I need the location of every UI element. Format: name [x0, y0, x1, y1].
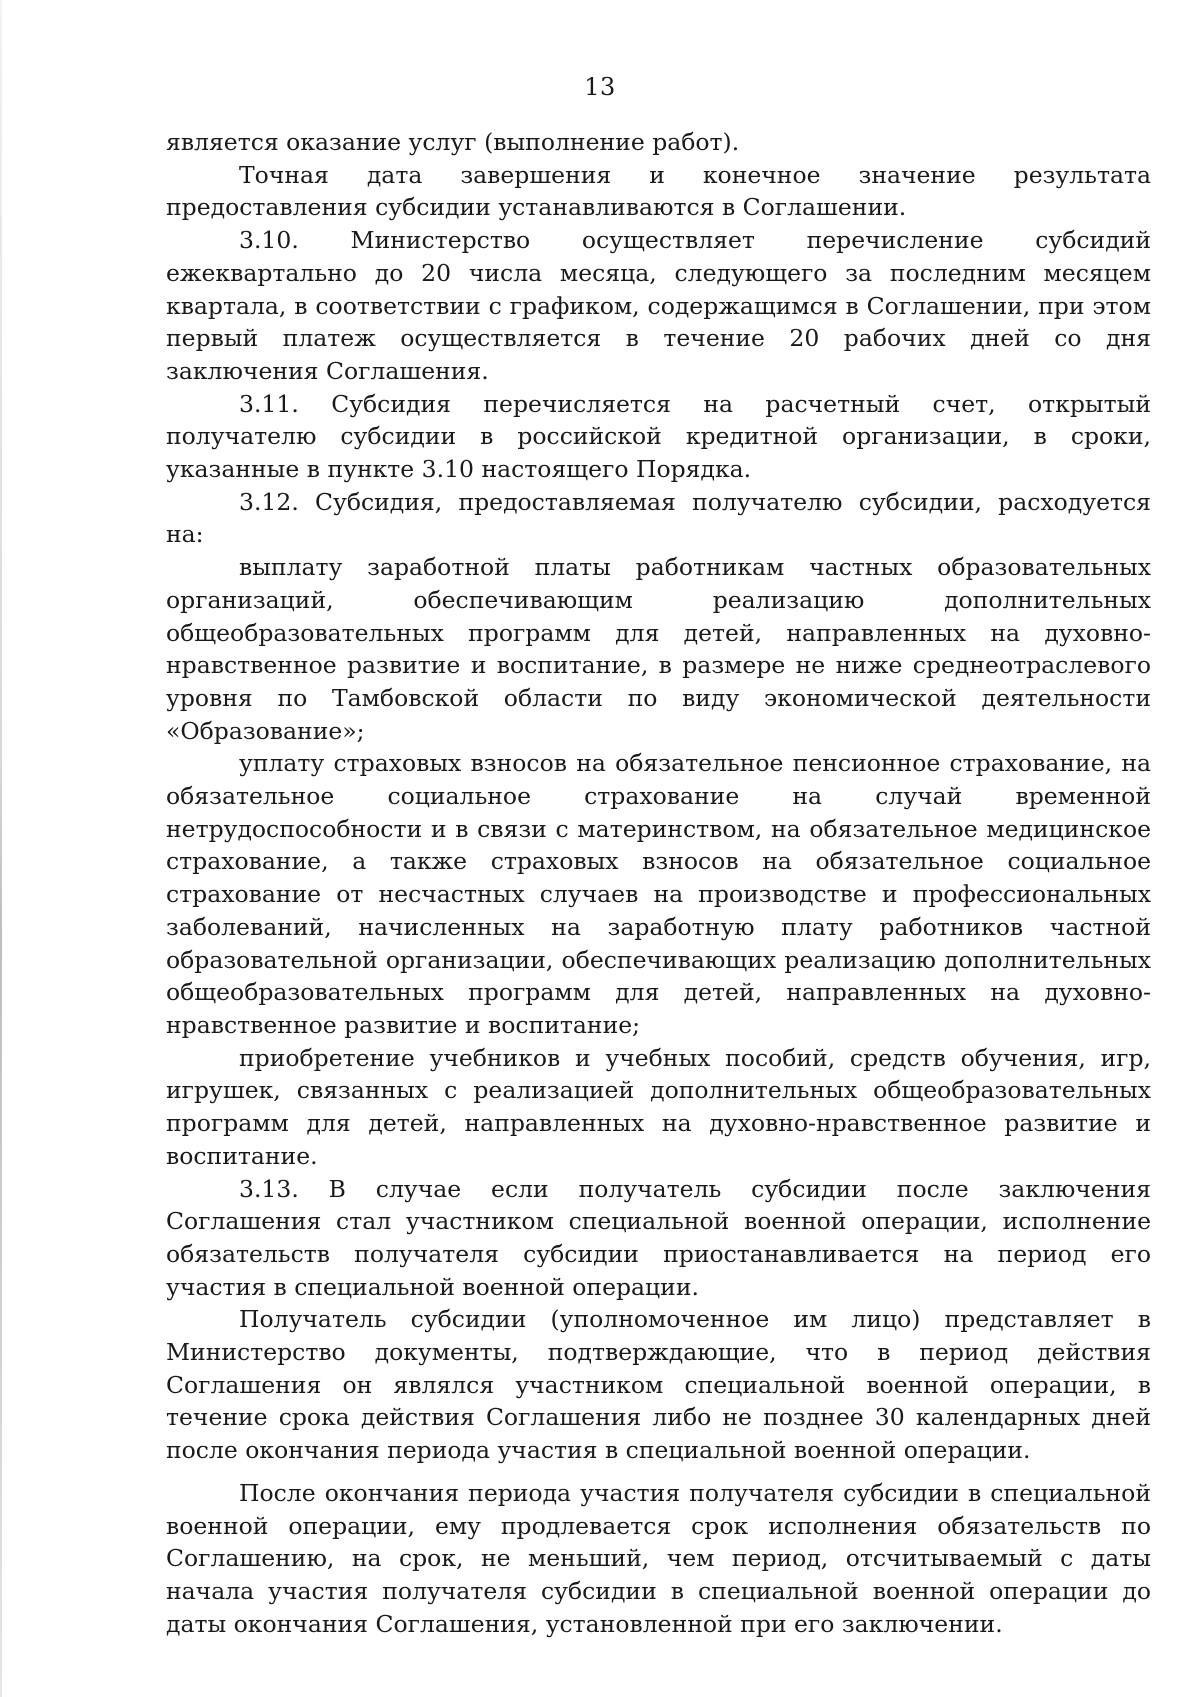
- paragraph-3-13: 3.13. В случае если получатель субсидии после заключения Соглашения стал участником специальной военной операции, исполнение обязательств получателя субсидии приостанавливается на период его участия в специальной военной операции.: [166, 1174, 1151, 1301]
- paragraph-3-12: 3.12. Субсидия, предоставляемая получателю субсидии, расходуется на:: [166, 487, 1151, 549]
- page-number: 13: [584, 73, 616, 101]
- list-item-textbooks: приобретение учебников и учебных пособий, средств обучения, игр, игрушек, связанных с реализацией дополнительных общеобразовательных программ для детей, направленных на духовно-нравственное развитие и воспитание.: [166, 1043, 1151, 1170]
- paragraph-recipient-documents: Получатель субсидии (уполномоченное им лицо) представляет в Министерство документы, подтверждающие, что в период действия Соглашения он являлся участником специальной военной операции, в течение срока действия Соглашения либо не позднее 30 календарных дней после окончания периода участия в специальной военной операции.: [166, 1305, 1151, 1465]
- scan-edge-shadow: [0, 0, 2, 1697]
- paragraph-3-10: 3.10. Министерство осуществляет перечисление субсидий ежеквартально до 20 числа месяца, следующего за последним месяцем квартала, в соответствии с графиком, содержащимся в Соглашении, при этом первый платеж осуществляется в течение 20 рабочих дней со дня заключения Соглашения.: [166, 226, 1151, 385]
- document-body: [166, 126, 1151, 1640]
- paragraph-continuation: является оказание услуг (выполнение работ).: [166, 128, 740, 156]
- paragraph-extension: После окончания периода участия получателя субсидии в специальной военной операции, ему продлевается срок исполнения обязательств по Соглашению, на срок, не меньший, чем период, отсчитываемый с даты начала участия получателя субсидии в специальной военной операции до даты окончания Соглашения, установленной при его заключении.: [166, 1478, 1151, 1638]
- paragraph-result-date: Точная дата завершения и конечное значение результата предоставления субсидии устанавливаются в Соглашении.: [166, 160, 1151, 222]
- list-item-insurance: уплату страховых взносов на обязательное пенсионное страхование, на обязательное социальное страхование на случай временной нетрудоспособности и в связи с материнством, на обязательное медицинское страхование, а также страховых взносов на обязательное социальное страхование от несчастных случаев на производстве и профессиональных заболеваний, начисленных на заработную плату работников частной образовательной организации, обеспечивающих реализацию дополнительных общеобразовательных программ для детей, направленных на духовно-нравственное развитие и воспитание;: [166, 749, 1151, 1039]
- list-item-salary: выплату заработной платы работникам частных образовательных организаций, обеспечивающим реализацию дополнительных общеобразовательных программ для детей, направленных на духовно-нравственное развитие и воспитание, в размере не ниже среднеотраслевого уровня по Тамбовской области по виду экономической деятельности «Образование»;: [166, 553, 1151, 745]
- paragraph-3-11: 3.11. Субсидия перечисляется на расчетный счет, открытый получателю субсидии в российской кредитной организации, в сроки, указанные в пункте 3.10 настоящего Порядка.: [166, 389, 1151, 484]
